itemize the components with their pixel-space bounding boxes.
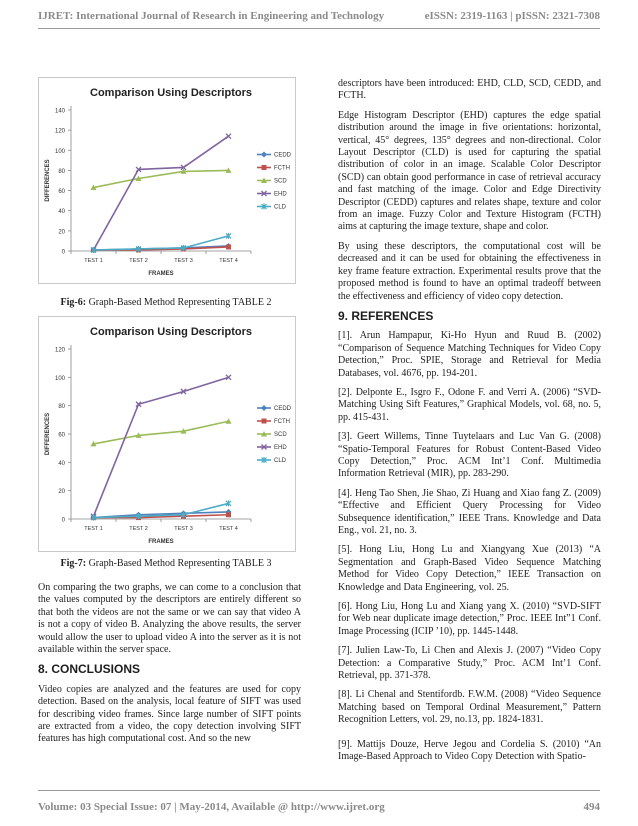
- y-axis-label: DIFFERENCES: [45, 412, 51, 456]
- y-tick-label: 0: [61, 249, 65, 256]
- x-tick-label: TEST 3: [174, 258, 193, 264]
- y-tick-label: 60: [58, 432, 65, 439]
- y-tick-label: 100: [54, 375, 65, 382]
- reference-1: [1]. Arun Hampapur, Ki-Ho Hyun and Ruud B. (2002) “Comparison of Sequence Matching Techniques for Video Copy Detection,” Proc. SPIE, Storage and Retrieval for Media Databases, vol. 4676, pp. 194-201.: [338, 330, 601, 379]
- fig7-caption: [38, 558, 294, 569]
- y-tick-label: 60: [58, 189, 65, 196]
- header-rule: [38, 28, 600, 29]
- conclusions-heading: 8. CONCLUSIONS: [38, 662, 141, 677]
- series-line-scd: [94, 170, 229, 187]
- comparison-paragraph: On comparing the two graphs, we can come to a conclusion that the values computed by the descriptors are entirely different so that both the videos are not the same or we can say that video A is not a copy of video B. Analyzing the above results, the server would allow the user to upload video A into the server as it is not available within the server space.: [38, 582, 301, 656]
- chart-fig7: [38, 316, 296, 552]
- legend-label-cedd: CEDD: [274, 406, 292, 413]
- fig7-caption-text: Graph-Based Method Representing TABLE 3: [86, 558, 272, 569]
- legend-marker-fcth: [262, 419, 267, 424]
- descriptors-paragraph: Edge Histogram Descriptor (EHD) captures the edge spatial distribution around the image in five orientations: horizontal, vertical, 45° degrees, 135° degrees and non-directional. Color Layout Descriptor (CLD) is used for capturing the spatial distribution of color in an image. Scalable Color Descriptor (SCD) can obtain good performance in case of retrieval accuracy and fast matching of the image. Color and Edge Directivity Descriptor (CEDD) captures and relates shape, texture and color from an image. Fuzzy Color and Texture Histogram (FCTH) aims at capturing the image texture, shape and color.: [338, 109, 601, 233]
- legend-label-scd: SCD: [274, 432, 287, 439]
- left-column: [38, 582, 301, 753]
- reference-4: [4]. Heng Tao Shen, Jie Shao, Zi Huang and Xiao fang Z. (2009) “Effective and Efficient Query Processing for Video Subsequence identification,” IEEE Trans. Knowledge and Data Eng., vol. 21, no. 3.: [338, 487, 601, 536]
- conclusions-paragraph: Video copies are analyzed and the features are used for copy detection. Based on the analysis, local feature of SIFT was used for describing video frames. Since large number of SIFT points are extracted from a video, the copy detection involving SIFT features has high computational cost. And so the new: [38, 683, 301, 745]
- descriptors-intro: descriptors have been introduced: EHD, CLD, SCD, CEDD, and FCTH.: [338, 78, 601, 102]
- legend-label-scd: SCD: [274, 178, 287, 185]
- y-tick-label: 80: [58, 168, 65, 175]
- reference-3: [3]. Geert Willems, Tinne Tuytelaars and Luc Van G. (2008) “Spatio-Temporal Features for Robust Content-Based Video Copy Detection,” Proc. ACM Int’1 Conf. Multimedia Information Retrieval (MIR), pp. 283-290.: [338, 431, 601, 480]
- y-axis-label: DIFFERENCES: [45, 159, 51, 202]
- page-number: 494: [583, 801, 600, 813]
- journal-name: IJRET: International Journal of Research in Engineering and Technology: [38, 10, 385, 22]
- footer-url-link[interactable]: http://www.ijret.org: [290, 801, 385, 813]
- data-point-ehd: [226, 134, 231, 139]
- legend-marker-fcth: [262, 165, 267, 170]
- issn: eISSN: 2319-1163 | pISSN: 2321-7308: [424, 10, 600, 22]
- y-tick-label: 100: [54, 148, 65, 155]
- fig6-caption-text: Graph-Based Method Representing TABLE 2: [86, 297, 272, 308]
- chart-title: Comparison Using Descriptors: [90, 326, 252, 338]
- x-axis-label: FRAMES: [148, 539, 174, 545]
- fig6-caption-label: Fig-6:: [60, 297, 87, 308]
- series-line-scd: [94, 421, 229, 444]
- fig6-caption: [38, 297, 294, 308]
- x-tick-label: TEST 4: [219, 526, 238, 532]
- reference-5: [5]. Hong Liu, Hong Lu and Xiangyang Xue (2013) “A Segmentation and Graph-Based Video Sequence Matching Method for Video Copy Detection,” IEEE Transaction on Knowledge and Data Engineering, vol. 25.: [338, 544, 601, 593]
- x-tick-label: TEST 2: [129, 258, 148, 264]
- y-tick-label: 20: [58, 489, 65, 496]
- x-tick-label: TEST 3: [174, 526, 193, 532]
- legend-marker-cedd: [261, 152, 267, 158]
- x-tick-label: TEST 4: [219, 258, 238, 264]
- y-tick-label: 140: [54, 108, 65, 115]
- legend-label-fcth: FCTH: [274, 419, 290, 426]
- legend-label-fcth: FCTH: [274, 165, 290, 172]
- legend-label-cedd: CEDD: [274, 152, 292, 159]
- footer-rule: [38, 790, 600, 791]
- references-heading: 9. REFERENCES: [338, 308, 434, 323]
- legend-label-cld: CLD: [274, 458, 287, 465]
- data-point-fcth: [226, 244, 231, 249]
- reference-2: [2]. Delponte E., Isgro F., Odone F. and Verri A. (2006) “SVD-Matching Using Sift Features,” Graphical Models, vol. 68, no. 5, pp. 415-431.: [338, 386, 601, 423]
- series-line-ehd: [94, 377, 229, 516]
- reference-7: [7]. Julien Law-To, Li Chen and Alexis J. (2007) “Video Copy Detection: a Comparative Study,” Proc. ACM Int’1 Conf. Retrieval, pp. 371-378.: [338, 645, 601, 682]
- y-tick-label: 120: [54, 347, 65, 354]
- right-column: [338, 78, 601, 771]
- data-point-fcth: [226, 512, 231, 517]
- x-tick-label: TEST 2: [129, 526, 148, 532]
- x-tick-label: TEST 1: [84, 258, 103, 264]
- fig7-caption-label: Fig-7:: [60, 558, 87, 569]
- y-tick-label: 80: [58, 404, 65, 411]
- footer-issue: Volume: 03 Special Issue: 07 | May-2014, Available @: [38, 801, 291, 813]
- reference-9: [9]. Mattijs Douze, Herve Jegou and Cordelia S. (2010) “An Image-Based Approach to Video Copy Detection with Spatio-: [338, 738, 601, 763]
- y-tick-label: 40: [58, 209, 65, 216]
- legend-label-cld: CLD: [274, 204, 287, 211]
- chart-title: Comparison Using Descriptors: [90, 87, 252, 99]
- y-tick-label: 0: [61, 517, 65, 524]
- y-tick-label: 20: [58, 229, 65, 236]
- reference-8: [8]. Li Chenal and Stentifordb. F.W.M. (2008) “Video Sequence Matching based on Temporal Ordinal Measurement,” Pattern Recognition Letters, vol. 29, no.13, pp. 1824-1831.: [338, 689, 601, 726]
- y-tick-label: 120: [54, 128, 65, 135]
- reference-6: [6]. Hong Liu, Hong Lu and Xiang yang X. (2010) “SVD-SIFT for Web near duplicate image detection,” Proc. IEEE Int”1 Conf. Image Processing (ICIP ’10), pp. 1445-1448.: [338, 601, 601, 637]
- chart-fig6-svg: [39, 78, 295, 283]
- legend-marker-cedd: [261, 405, 267, 411]
- legend-label-ehd: EHD: [274, 445, 287, 452]
- cost-paragraph: By using these descriptors, the computational cost will be decreased and it can be used for obtaining the effectiveness in key frame feature extraction. Experimental results prove that the proposed method is found to have an optimal tradeoff between the effectiveness and efficiency of video copy detection.: [338, 240, 601, 302]
- page-footer: [38, 801, 600, 813]
- x-tick-label: TEST 1: [84, 526, 103, 532]
- x-axis-label: FRAMES: [148, 271, 174, 277]
- series-line-ehd: [94, 136, 229, 250]
- chart-fig7-svg: [39, 317, 295, 551]
- chart-fig6: [38, 77, 296, 284]
- y-tick-label: 40: [58, 460, 65, 467]
- legend-label-ehd: EHD: [274, 191, 287, 198]
